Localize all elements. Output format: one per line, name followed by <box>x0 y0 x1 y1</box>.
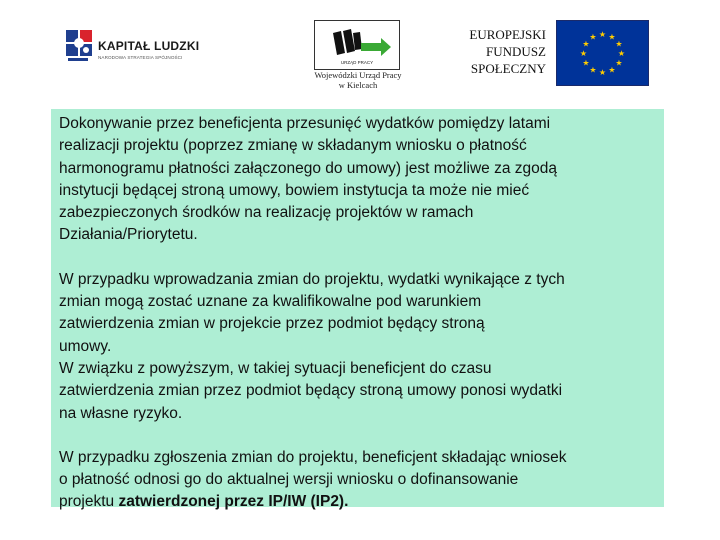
paragraph-3 <box>59 447 656 514</box>
svg-text:★: ★ <box>615 58 623 68</box>
svg-text:★: ★ <box>579 49 588 58</box>
text-line: W przypadku zgłoszenia zmian do projektu, beneficjent składając wniosek <box>59 448 567 466</box>
text-line: o płatność odnosi go do aktualnej wersji wniosku o dofinansowanie <box>59 471 519 489</box>
efs-line1: EUROPEJSKI <box>469 27 546 42</box>
svg-text:★: ★ <box>582 58 590 68</box>
eu-flag <box>556 20 649 86</box>
text-line: zabezpieczonych środków na realizację projektów w ramach <box>59 204 474 222</box>
paragraph-spacer <box>59 425 656 447</box>
content-panel <box>51 109 664 511</box>
wup-caption-line1: Wojewódzki Urząd Pracy <box>314 70 402 80</box>
efs-title <box>434 26 546 77</box>
text-line: W przypadku wprowadzania zmian do projektu, wydatki wynikające z tych <box>59 270 565 288</box>
kapital-ludzki-subtitle: NARODOWA STRATEGIA SPÓJNOŚCI <box>98 55 183 60</box>
wup-caption <box>296 70 420 90</box>
text-line: zatwierdzenia zmian przez podmiot będący stroną umowy ponosi wydatki <box>59 382 563 400</box>
svg-text:★: ★ <box>589 32 597 42</box>
eu-stars-icon <box>557 21 648 85</box>
svg-text:★: ★ <box>582 39 590 49</box>
svg-text:★: ★ <box>608 32 616 42</box>
kapital-ludzki-emblem-icon <box>62 26 96 66</box>
svg-text:★: ★ <box>617 49 626 58</box>
text-line-prefix: projektu <box>59 493 119 511</box>
text-line: realizacji projektu (poprzez zmianę w składanym wniosku o płatność <box>59 137 527 155</box>
text-line: harmonogramu płatności załączonego do umowy) jest możliwe za zgodą <box>59 159 557 177</box>
wup-caption-line2: w Kielcach <box>338 80 378 90</box>
svg-text:★: ★ <box>608 65 616 75</box>
text-line: instytucji będącej stroną umowy, bowiem instytucja ta może nie mieć <box>59 181 530 199</box>
svg-text:★: ★ <box>598 30 607 39</box>
efs-line2: FUNDUSZ <box>486 44 546 59</box>
paragraph-2 <box>59 269 656 425</box>
kapital-ludzki-title: KAPITAŁ LUDZKI <box>98 39 200 53</box>
wup-logo-text: URZĄD PRACY <box>340 60 374 65</box>
svg-text:★: ★ <box>598 68 607 77</box>
wup-logo <box>314 20 400 70</box>
text-line: na własne ryzyko. <box>59 404 183 422</box>
svg-text:★: ★ <box>589 65 597 75</box>
svg-text:★: ★ <box>615 39 623 49</box>
text-line: umowy. <box>59 337 112 355</box>
text-line: zmian mogą zostać uznane za kwalifikowalne pod warunkiem <box>59 293 482 311</box>
paragraph-spacer <box>59 247 656 269</box>
text-line: Dokonywanie przez beneficjenta przesunięć wydatków pomiędzy latami <box>59 115 551 132</box>
text-line: zatwierdzenia zmian w projekcie przez podmiot będący stroną <box>59 315 485 333</box>
kapital-ludzki-logo <box>60 24 200 70</box>
text-line-last <box>59 491 656 513</box>
approved-by-text: zatwierdzonej przez IP/IW (IP2). <box>118 493 349 511</box>
efs-line3: SPOŁECZNY <box>470 61 546 76</box>
text-line: W związku z powyższym, w takiej sytuacji beneficjent do czasu <box>59 359 492 377</box>
paragraph-1 <box>59 113 656 247</box>
text-line: Działania/Priorytetu. <box>59 226 198 244</box>
